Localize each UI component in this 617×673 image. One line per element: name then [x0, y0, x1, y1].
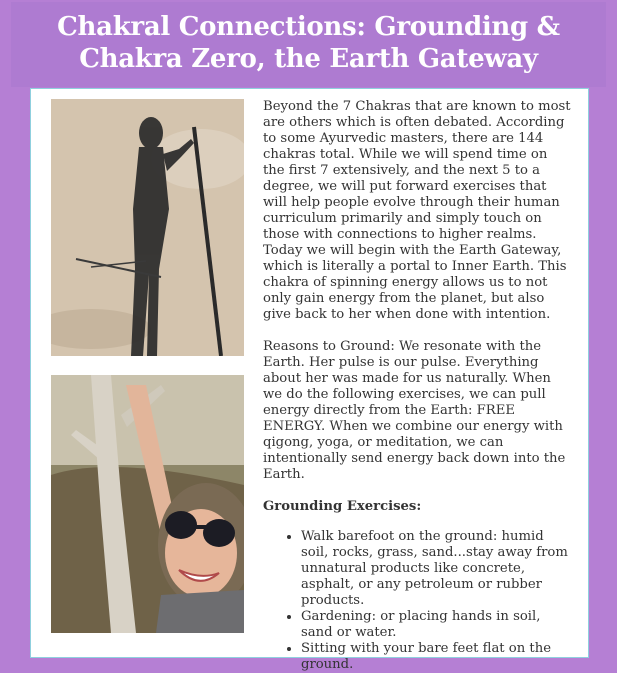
exercises-heading: Grounding Exercises: [263, 499, 422, 514]
selfie-photo [51, 375, 244, 633]
title-line-1: Chakral Connections: Grounding & [57, 12, 560, 42]
title-line-2: Chakra Zero, the Earth Gateway [79, 44, 538, 74]
reasons-paragraph: Reasons to Ground: We resonate with the Earth. Her pulse is our pulse. Everything about her was made for us naturally. When we do the following exercises, we can pull energy directly from the Earth: FREE ENERGY. When we combine our energy with qigong, yoga, or meditation, we can intentionally send energy back down into the Earth. [263, 339, 566, 482]
content-panel [30, 88, 589, 672]
exercises-list [263, 529, 571, 673]
intro-paragraph: Beyond the 7 Chakras that are known to most are others which is often debated. According to some Ayurvedic masters, there are 144 chakras total. While we will spend time on the first 7 extensively, and the next 5 to a degree, we will put forward exercises that will help people evolve through their human curriculum primarily and simply touch on those with connections to higher realms. Today we will begin with the Earth Gateway, which is literally a portal to Inner Earth. This chakra of spinning energy allows us to not only gain energy from the planet, but also give back to her when done with intention. [263, 99, 571, 322]
list-item: • Gardening: or placing hands in soil, sand or water. [301, 609, 571, 641]
shadow-photo [51, 99, 244, 356]
page-header [11, 2, 606, 87]
list-item: • Walk barefoot on the ground: humid soil, rocks, grass, sand...stay away from unnatural products like concrete, asphalt, or any petroleum or rubber products. [301, 529, 571, 609]
article-text [263, 99, 571, 673]
list-item: • Sitting with your bare feet flat on the ground. [301, 641, 571, 673]
